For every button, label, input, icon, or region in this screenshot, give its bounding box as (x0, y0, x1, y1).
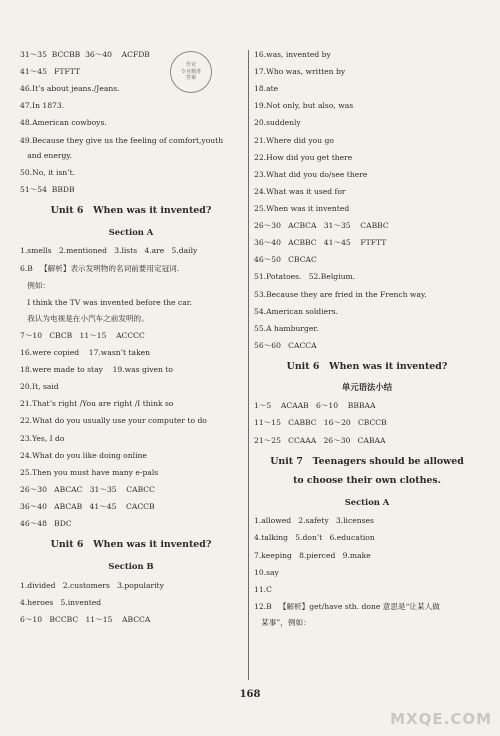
answer-line: 53.Because they are fried in the French way. (254, 289, 427, 299)
answer-line: 54.American soldiers. (254, 306, 339, 316)
unit-heading: Unit 7 Teenagers should be allowed (270, 455, 464, 467)
answer-line: 31～35 BCCBB 36～40 ACFDB (20, 50, 150, 59)
answer-line: 19.Not only, but also, was (254, 101, 354, 111)
answer-line: 10.say (254, 567, 279, 577)
answer-line: 6.B 【解析】表示发明物的名词前要用定冠词. (20, 264, 180, 274)
answer-line: 46～48 BDC (20, 519, 72, 529)
answer-line: 51.Potatoes. 52.Belgium. (254, 272, 356, 282)
unit-heading: Unit 6 When was it invented? (50, 204, 212, 216)
section-heading: Section B (108, 561, 154, 572)
answer-line: 55.A hamburger. (254, 323, 319, 333)
unit-heading: to choose their own clothes. (293, 474, 441, 486)
answer-line: 1.allowed 2.safety 3.licenses (254, 516, 374, 526)
answer-line: 18.were made to stay 19.was given to (20, 365, 173, 375)
answer-line: 46～50 CBCAC (254, 255, 317, 265)
answer-line: 23.Yes, I do (20, 433, 65, 443)
answer-line: 41～45 FTFTT (20, 67, 81, 77)
section-heading: Section A (108, 227, 154, 238)
answer-line: 16.were copied 17.wasn’t taken (20, 348, 151, 357)
column-divider (248, 50, 249, 680)
answer-line: 7.keeping 8.pierced 9.make (254, 550, 371, 560)
answer-line: 26～30 ABCAC 31～35 CABCC (20, 484, 155, 494)
answer-line: 11.C (254, 584, 272, 594)
answer-line: 22.What do you usually use your computer to do (20, 416, 207, 426)
answer-line: I think the TV was invented before the car. (20, 297, 193, 307)
answer-line: 1.divided 2.customers 3.popularity (20, 580, 164, 590)
answer-line: 16.was, invented by (254, 50, 331, 59)
answer-line: 20.suddenly (254, 118, 301, 128)
answer-line: 21～25 CCAAA 26～30 CABAA (254, 435, 386, 445)
answer-line: 6～10 BCCBC 11～15 ABCCA (20, 614, 151, 624)
answer-line: 56～60 CACCA (254, 340, 317, 350)
page-number: 168 (239, 689, 261, 700)
unit-heading: Unit 6 When was it invented? (50, 539, 212, 551)
answer-line: 1～5 ACAAB 6～10 BBBAA (254, 401, 376, 411)
answer-line: 4.talking 5.don’t 6.education (254, 533, 375, 543)
answer-line: 7～10 CBCB 11～15 ACCCC (20, 330, 145, 340)
answer-line: 24.What was it used for (254, 186, 346, 196)
answer-line: 36～40 ACBBC 41～45 FTFTT (254, 238, 387, 248)
answer-line: 23.What did you do/see there (254, 169, 368, 179)
left-column (20, 50, 242, 624)
right-column (254, 50, 480, 627)
answer-line: 某事”，例如： (254, 617, 311, 627)
unit-heading: Unit 6 When was it invented? (286, 360, 448, 372)
answer-line: and energy. (20, 150, 72, 160)
answer-line: 25.Then you must have many e-pals (20, 467, 159, 477)
section-heading: 单元语法小结 (341, 382, 393, 393)
section-heading: Section A (344, 497, 390, 508)
answer-line: 21.That’s right /You are right /I think so (20, 399, 174, 409)
answer-line: 47.In 1873. (20, 101, 65, 111)
answer-line: 49.Because they give us the feeling of comfort,youth (20, 135, 224, 145)
answer-line: 24.What do you like doing online (20, 450, 147, 460)
answer-line: 50.No, it isn’t. (20, 167, 76, 177)
answer-line: 25.When was it invented (254, 203, 350, 213)
answer-line: 18.ate (254, 84, 279, 94)
answer-line: 48.American cowboys. (20, 118, 107, 128)
answer-line: 例如： (20, 280, 51, 290)
answer-line: 我认为电视是在小汽车之前发明的。 (20, 313, 149, 323)
answer-line: 22.How did you get there (254, 152, 353, 162)
answer-line: 12.B 【解析】get/have sth. done 意思是“让某人做 (254, 601, 440, 611)
answer-line: 17.Who was, written by (254, 67, 346, 77)
answer-line: 11～15 CABBC 16～20 CBCCB (254, 418, 387, 428)
answer-line: 1.smells 2.mentioned 3.lists 4.are 5.daily (20, 246, 198, 256)
watermark-logo-icon: MXQE.COM (390, 710, 492, 728)
answer-line: 46.It’s about jeans./Jeans. (20, 84, 120, 94)
answer-line: 51～54 BBDB (20, 184, 75, 194)
answer-line: 36～40 ABCAB 41～45 CACCB (20, 501, 155, 511)
answer-line: 26～30 ACBCA 31～35 CABBC (254, 221, 389, 231)
stamp-icon: 作业 专业精准 答案 (170, 51, 212, 93)
answer-line: 21.Where did you go (254, 135, 334, 145)
answer-line: 4.heroes 5.invented (20, 597, 102, 607)
answer-line: 20.It, said (20, 382, 59, 392)
